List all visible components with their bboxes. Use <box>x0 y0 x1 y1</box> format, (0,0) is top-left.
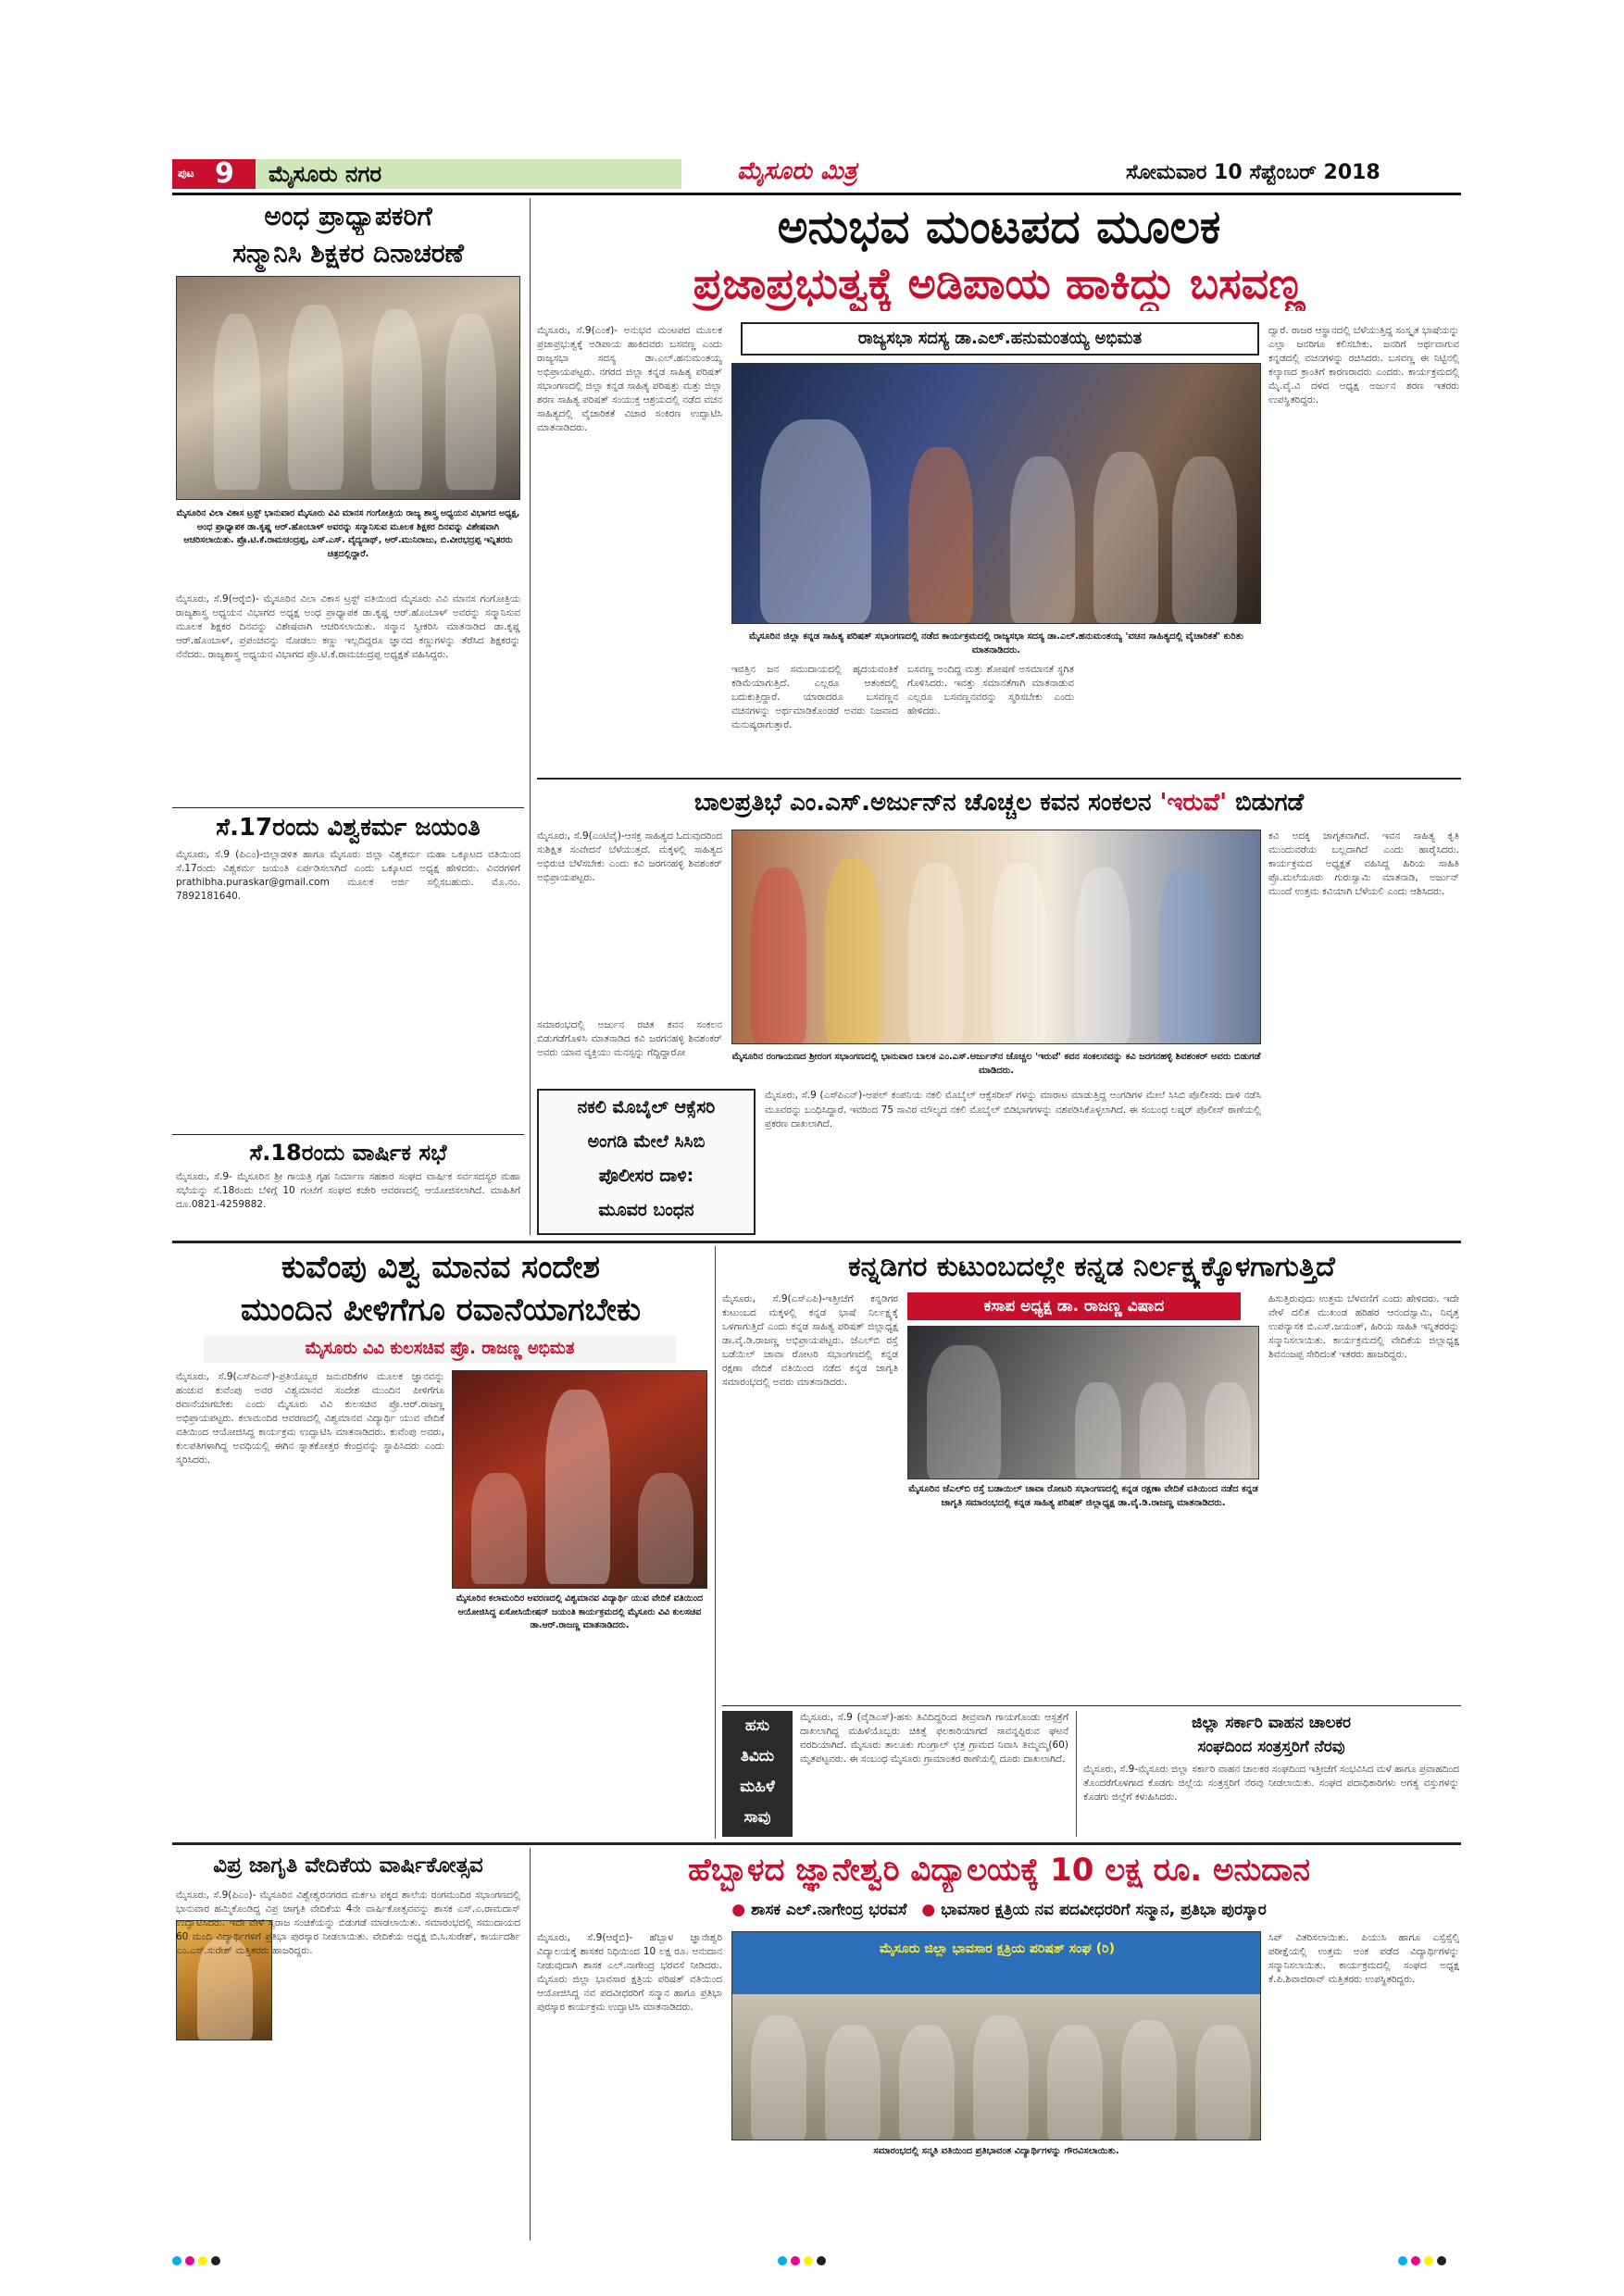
mobile-headline-line4: ಮೂವರ ಬಂಧನ <box>598 1200 694 1220</box>
registration-dot-magenta <box>185 2256 194 2265</box>
rule-iruve <box>537 778 1461 780</box>
kannada-col3 <box>907 1542 1259 1700</box>
drivers-divider <box>1076 1711 1077 1837</box>
registration-dot-yellow <box>1424 2256 1433 2265</box>
hasu-box-line2: ತಿವಿದು <box>740 1747 775 1766</box>
page-label: ಪುಟ <box>178 167 194 180</box>
iruve-headline-prefix: ಬಾಲಪ್ರತಿಭೆ ಎಂ.ಎಸ್.ಅರ್ಜುನ್‍ನ ಚೊಚ್ಚಲ ಕವನ ಸಂಕಲನ <box>693 789 1160 817</box>
mobile-headline-line1: ನಕಲಿ ಮೊಬೈಲ್ ಆಕ್ಸೆಸರಿ <box>577 1097 716 1117</box>
registration-marks-center <box>778 2252 830 2269</box>
hebbal-col1b <box>731 2166 1261 2239</box>
vishwakarma-headline: ಸೆ.17ರಂದು ವಿಶ್ವಕರ್ಮ ಜಯಂತಿ <box>216 814 481 842</box>
drivers-body: ಮೈಸೂರು, ಸೆ.9-ಮೈಸೂರು ಜಿಲ್ಲಾ ಸರ್ಕಾರಿ ವಾಹನ ಚಾಲಕರ ಸಂಘದಿಂದ ಇತ್ತೀಚೆಗೆ ಸಂಭವಿಸಿದ ಮಳೆ ಹಾಗೂ ಪ್ರವಾಹದಿಂದ ತೊಂದರೆಗೊಳಗಾದ ಕೊಡಗು ಜಿಲ್ಲೆಯ ಸಂತ್ರಸ್ತರಿಗೆ ನೆರವು ನೀಡಲಾಯಿತು. ಸಂಘದ ಪದಾಧಿಕಾರಿಗಳು ಅಗತ್ಯ ವಸ್ತುಗಳನ್ನು ಕೊಡಗು ಜಿಲ್ಲೆಗೆ ಕಳುಹಿಸಿದರು. <box>1083 1764 1459 1803</box>
registration-dot-cyan <box>172 2256 181 2265</box>
iruve-photo <box>731 830 1261 1044</box>
teacher-headline-line2: ಸನ್ಮಾನಿಸಿ ಶಿಕ್ಷಕರ ದಿನಾಚರಣೆ <box>232 238 464 268</box>
hebbal-col2: ಸಿಪ್ ವಿತರಿಸಲಾಯಿತು. ಪಿಯುಸಿ ಹಾಗೂ ಎಸ್ಸೆಸ್ಸೆಲ್ಸಿ ಪರೀಕ್ಷೆಯಲ್ಲಿ ಉತ್ತಮ ಅಂಕ ಪಡೆದ ವಿದ್ಯಾರ್ಥಿಗಳನ್ನು ಸನ್ಮಾನಿಸಲಾಯಿತು. ಕಾರ್ಯಕ್ರಮದಲ್ಲಿ ಸಂಘದ ಅಧ್ಯಕ್ಷ ಕೆ.ಪಿ.ಶಿವಾಜಿರಾವ್ ಮತ್ತಿತರರು ಉಪಸ್ಥಿತರಿದ್ದರು. <box>1268 1932 1459 1985</box>
iruve-col3: ಕವಿ ಅದಕ್ಕಿ ಜಾಗೃತವಾಗಿದೆ. ಇವನ ಸಾಹಿತ್ಯ ಕೃತಿ ಮುಂದುವರೆಯ ಬಲ್ಲದಾಗಿದೆ ಎಂದು ಹಾರೈಸಿದರು. ಕಾರ್ಯಕ್ರಮದ ಅಧ್ಯಕ್ಷತೆ ವಹಿಸಿದ್ದ ಹಿರಿಯ ಸಾಹಿತಿ ಪ್ರೊ.ಮಲೆಯೂರು ಗುರುಸ್ವಾಮಿ ಮಾತನಾಡಿ, ಅರ್ಜುನ್ ಮುಂದೆ ಉತ್ತಮ ಕವಿಯಾಗಿ ಬೆಳೆಯಲಿ ಎಂದು ಆಶಿಸಿದರು. <box>1268 830 1459 897</box>
kuvempu-photo <box>452 1370 707 1589</box>
teacher-photo <box>176 276 520 500</box>
hasu-box-line1: ಹಸು <box>744 1716 770 1735</box>
iruve-headline-quote: 'ಇರುವೆ' <box>1159 789 1228 817</box>
mobile-headline-line3: ಪೊಲೀಸರ ದಾಳಿ: <box>598 1166 694 1186</box>
rule-bottom-section <box>172 1842 1461 1845</box>
hebbal-bullet-1: ● <box>731 1901 746 1919</box>
mobile-headline-box <box>537 1089 756 1235</box>
kannada-col2: ಹಿಸುತ್ತಿರುವುದು ಉತ್ತಮ ಬೆಳವಣಿಗೆ ಎಂದು ಹೇಳಿದರು. ಇದೇ ವೇಳೆ ದಲಿತ ಮುಖಂಡ ಹರಿಹರ ಆನಂದಸ್ವಾಮಿ, ನಿವೃತ್ತ ಉಪನ್ಯಾಸಕ ಬಿ.ಎಸ್.ಜಯಂತ್, ಹಿರಿಯ ಸಾಹಿತಿ ಇನ್ನಿತರರನ್ನು ಸನ್ಮಾನಿಸಲಾಯಿತು. ಕಾರ್ಯಕ್ರಮದಲ್ಲಿ ವೇದಿಕೆಯ ಜಿಲ್ಲಾಧ್ಯಕ್ಷ ಶಿವನಂಜಪ್ಪ ಸೇರಿದಂತೆ ಇತರರು ಹಾಜರಿದ್ದರು. <box>1268 1293 1459 1360</box>
teacher-headline <box>172 198 524 272</box>
page-number: 9 <box>215 157 234 190</box>
hebbal-photo-banner: ಮೈಸೂರು ಜಿಲ್ಲಾ ಭಾವಸಾರ ಕ್ಷತ್ರಿಯ ಪರಿಷತ್ ಸಂಘ (ರಿ) <box>880 1941 1115 1956</box>
hasu-body: ಮೈಸೂರು, ಸೆ.9 (ವೈಡಿಎಸ್)-ಹಸು ತಿವಿದಿದ್ದರಿಂದ ತೀವ್ರವಾಗಿ ಗಾಯಗೊಂಡು ಆಸ್ಪತ್ರೆಗೆ ದಾಖಲಾಗಿದ್ದ ಮಹಿಳೆಯೊಬ್ಬರು ಚಿಕಿತ್ಸೆ ಫಲಕಾರಿಯಾಗದೆ ಸಾವನ್ನಪ್ಪಿರುವ ಘಟನೆ ವರದಿಯಾಗಿದೆ. ಮೈಸೂರು ತಾಲೂಕು ಗುಂಗ್ರಾಲ್ ಛತ್ರ ಗ್ರಾಮದ ನಿವಾಸಿ ತಿಮ್ಮಮ್ಮ(60) ಮೃತಪಟ್ಟವರು. ಈ ಸಂಬಂಧ ಮೈಸೂರು ಗ್ರಾಮಾಂತರ ಠಾಣೆಯಲ್ಲಿ ದೂರು ದಾಖಲಾಗಿದೆ. <box>800 1712 1068 1765</box>
issue-date: ಸೋಮವಾರ 10 ಸೆಪ್ಟೆಂಬರ್ 2018 <box>1126 161 1380 184</box>
registration-dot-cyan <box>778 2256 787 2265</box>
basavanna-subhead: ರಾಜ್ಯಸಭಾ ಸದಸ್ಯ ಡಾ.ಎಲ್.ಹನುಮಂತಯ್ಯ ಅಭಿಮತ <box>741 322 1259 356</box>
teacher-caption: ಮೈಸೂರಿನ ವಿಲಾ ವಿಕಾಸ ಟ್ರಸ್ಟ್ ಭಾನುವಾರ ಮೈಸೂರು ವಿವಿ ಮಾನಸ ಗಂಗೋತ್ರಿಯ ರಾಜ್ಯ ಶಾಸ್ತ್ರ ಅಧ್ಯಯನ ವಿಭಾಗದ ಅಧ್ಯಕ್ಷ, ಅಂಧ ಪ್ರಾಧ್ಯಾಪಕ ಡಾ.ಕೃಷ್ಣ ಆರ್.ಹೊಂಬಾಳ್ ಅವರನ್ನು ಸನ್ಮಾನಿಸುವ ಮೂಲಕ ಶಿಕ್ಷಕರ ದಿನವನ್ನು ವಿಶೇಷವಾಗಿ ಆಚರಿಸಲಾಯಿತು. ಪ್ರೊ.ಟಿ.ಕೆ.ರಾಮಚಂದ್ರಪ್ಪ, ಎಸ್.ಎಸ್. ವೈದ್ಯನಾಥ್, ಆರ್.ಮುನಿರಾಜು, ಬಿ.ವೀರಭದ್ರಪ್ಪ ಇನ್ನಿತರರು ಚಿತ್ರದಲ್ಲಿದ್ದಾರೆ. <box>176 508 520 559</box>
kannada-col1: ಮೈಸೂರು, ಸೆ.9(ಎಸ್‍ಎಪಿ)-ಇತ್ತೀಚೆಗೆ ಕನ್ನಡಿಗರ ಕುಟುಂಬದ ಮಕ್ಕಳಲ್ಲಿ ಕನ್ನಡ ಭಾಷೆ ನಿರ್ಲಕ್ಷ್ಯಕ್ಕೆ ಒಳಗಾಗುತ್ತಿದೆ ಎಂದು ಕನ್ನಡ ಸಾಹಿತ್ಯ ಪರಿಷತ್ ಜಿಲ್ಲಾಧ್ಯಕ್ಷ ಡಾ.ವೈ.ಡಿ.ರಾಜಣ್ಣ ಅಭಿಪ್ರಾಯಪಟ್ಟರು. ಜೆಎಲ್‍ಬಿ ರಸ್ತೆ ಬಡೆಯಿಲ್ ಚಾವಾ ರೋಟರಿ ಸಭಾಂಗಣದಲ್ಲಿ ಕನ್ನಡ ರಕ್ಷಣಾ ವೇದಿಕೆ ವತಿಯಿಂದ ನಡೆದ ಕನ್ನಡ ಜಾಗೃತಿ ಸಮಾರಂಭದಲ್ಲಿ ಅವರು ಮಾತನಾಡಿದರು. <box>722 1293 898 1388</box>
kannada-caption: ಮೈಸೂರಿನ ಜೆಎಲ್‍ಬಿ ರಸ್ತೆ ಬಡಾಯಿಲ್ ಚಾವಾ ರೋಟರಿ ಸಭಾಂಗಣದಲ್ಲಿ ಕನ್ನಡ ರಕ್ಷಣಾ ವೇದಿಕೆ ವತಿಯಿಂದ ನಡೆದ ಕನ್ನಡ ಜಾಗೃತಿ ಸಮಾರಂಭದಲ್ಲಿ ಕನ್ನಡ ಸಾಹಿತ್ಯ ಪರಿಷತ್ ಜಿಲ್ಲಾಧ್ಯಕ್ಷ ಡಾ.ವೈ.ಡಿ.ರಾಜಣ್ಣ ಮಾತನಾಡಿದರು. <box>908 1484 1258 1508</box>
rule-vishwakarma <box>172 807 524 808</box>
iruve-headline <box>537 783 1461 824</box>
vishwakarma-body: ಮೈಸೂರು, ಸೆ.9 (ಪಿಎಂ)-ಜಿಲ್ಲಾಡಳಿತ ಹಾಗೂ ಮೈಸೂರು ಜಿಲ್ಲಾ ವಿಶ್ವಕರ್ಮ ಮಹಾ ಒಕ್ಕೂಟದ ವತಿಯಿಂದ ಸೆ.17ರಂದು ವಿಶ್ವಕರ್ಮ ಜಯಂತಿ ಏರ್ಪಡಿಸಲಾಗಿದೆ ಎಂದು ಒಕ್ಕೂಟದ ಅಧ್ಯಕ್ಷ ಹೇಳಿದರು. ವಿವರಗಳಿಗೆ prathibha.puraskar@gmail.com ಮೂಲಕ ಅರ್ಜಿ ಸಲ್ಲಿಸಬಹುದು. ಮೊ.ನಂ. 7892181640. <box>176 849 520 902</box>
section-title: ಮೈಸೂರು ನಗರ <box>269 161 382 187</box>
vipra-body: ಮೈಸೂರು, ಸೆ.9(ಪಿಎಂ)- ಮೈಸೂರಿನ ವಿಶ್ವೇಶ್ವರನಗರದ ಮರ್ಕಟ ಪಕ್ಕದ ಶಾಲೆಯ ರಂಗಮಂದಿರ ಸಭಾಂಗಣದಲ್ಲಿ ಭಾನುವಾರ ಹಮ್ಮಿಕೊಂಡಿದ್ದ ವಿಪ್ರ ಜಾಗೃತಿ ವೇದಿಕೆಯ 4ನೇ ವಾರ್ಷಿಕೋತ್ಸವವನ್ನು ಶಾಸಕ ಎಸ್.ಎ.ರಾಮದಾಸ್ ಉದ್ಘಾಟಿಸಿದರು. ಇದೇ ವೇಳೆ ಸ್ವರಾಜ ಸಂಚಿಕೆಯನ್ನು ಬಿಡುಗಡೆ ಮಾಡಲಾಯಿತು. ಸಮಾರಂಭದಲ್ಲಿ ಸಮುದಾಯದ 60 ಮಂದಿ ವಿದ್ಯಾರ್ಥಿಗಳಿಗೆ ಪ್ರತಿಭಾ ಪುರಸ್ಕಾರ ನೀಡಲಾಯಿತು. ವೇದಿಕೆಯ ಅಧ್ಯಕ್ಷ ಬಿ.ಸಿ.ಸುರೇಶ್, ಕಾರ್ಯದರ್ಶಿ ಎಂ.ಎಸ್.ಸುರೇಶ್ ಮತ್ತಿತರರು ಹಾಜರಿದ್ದರು. <box>176 1890 520 1956</box>
header-rule <box>172 193 1461 195</box>
kuvempu-body: ಮೈಸೂರು, ಸೆ.9(ಎಸ್‍ಪಿಎನ್)-ಪ್ರತಿಯೊಬ್ಬರ ಜನುವರಿಕೆಗಳ ಮೂಲಕ ಜ್ಞಾನವನ್ನು ಹಂಚುವ ಕುವೆಂಪು ಅವರ ವಿಶ್ವಮಾನವ ಸಂದೇಶ ಮುಂದಿನ ಪೀಳಿಗೆಗೂ ರವಾನೆಯಾಗಬೇಕು ಎಂದು ಮೈಸೂರು ವಿವಿ ಕುಲಸಚಿವ ಪ್ರೊ.ಆರ್.ರಾಜಣ್ಣ ಅಭಿಪ್ರಾಯಪಟ್ಟರು. ಕಲಾಮಂದಿರ ಆವರಣದಲ್ಲಿ ವಿಶ್ವಮಾನವ ವಿದ್ಯಾರ್ಥಿ ಯುವ ವೇದಿಕೆ ವತಿಯಿಂದ ಆಯೋಜಿಸಿದ್ದ ಕಾರ್ಯಕ್ರಮ ಉದ್ಘಾಟಿಸಿ ಮಾತನಾಡಿದರು. ಕುವೆಂಪು ಅವರು, ಕುಲಪತಿಗಳಾಗಿದ್ದ ಅವಧಿಯಲ್ಲಿ ಈಗಿನ ಸ್ನಾತಕೋತ್ತರ ಕೇಂದ್ರವನ್ನು ಸ್ಥಾಪಿಸಿದರು ಎಂದು ಸ್ಮರಿಸಿದರು. <box>176 1371 444 1466</box>
registration-marks-right <box>1398 2252 1450 2269</box>
kuvempu-caption: ಮೈಸೂರಿನ ಕಲಾಮಂದಿರ ಆವರಣದಲ್ಲಿ ವಿಶ್ವಮಾನವ ವಿದ್ಯಾರ್ಥಿ ಯುವ ವೇದಿಕೆ ವತಿಯಿಂದ ಆಯೋಜಿಸಿದ್ದ ಏಸೋಸಿಯೇಷನ್ ಜಯಂತಿ ಕಾರ್ಯಕ್ರಮದಲ್ಲಿ ಮೈಸೂರು ವಿವಿ ಕುಲಸಚಿವ ಡಾ.ಆರ್.ರಾಜಣ್ಣ ಮಾತನಾಡಿದರು. <box>456 1593 704 1630</box>
basavanna-photo <box>731 363 1261 624</box>
hebbal-sub1: ಶಾಸಕ ಎಲ್.ನಾಗೇಂದ್ರ ಭರವಸೆ <box>751 1901 907 1919</box>
registration-dot-magenta <box>791 2256 800 2265</box>
hebbal-photo <box>731 1931 1261 2140</box>
basavanna-caption: ಮೈಸೂರಿನ ಜಿಲ್ಲಾ ಕನ್ನಡ ಸಾಹಿತ್ಯ ಪರಿಷತ್ ಸಭಾಂಗಣದಲ್ಲಿ ನಡೆದ ಕಾರ್ಯಕ್ರಮದಲ್ಲಿ ರಾಜ್ಯಸಭಾ ಸದಸ್ಯ ಡಾ.ಎಲ್.ಹನುಮಂತಯ್ಯ 'ವಚನ ಸಾಹಿತ್ಯದಲ್ಲಿ ವೈಚಾರಿಕತೆ' ಕುರಿತು ಮಾತನಾಡಿದರು. <box>749 631 1243 655</box>
hebbal-caption: ಸಮಾರಂಭದಲ್ಲಿ ಸನ್ಮತಿ ವತಿಯಿಂದ ಪ್ರತಿಭಾವಂತ ವಿದ್ಯಾರ್ಥಿಗಳನ್ನು ಗೌರವಿಸಲಾಯಿತು. <box>873 2146 1119 2156</box>
kannada-photo <box>907 1326 1259 1479</box>
drivers-headline-line1: ಜಿಲ್ಲಾ ಸರ್ಕಾರಿ ವಾಹನ ಚಾಲಕರ <box>1191 1714 1352 1732</box>
basavanna-headline-line2: ಪ್ರಜಾಪ್ರಭುತ್ವಕ್ಕೆ ಅಡಿಪಾಯ ಹಾಕಿದ್ದು ಬಸವಣ್ಣ <box>693 258 1305 308</box>
teacher-headline-line1: ಅಂಧ ಪ್ರಾಧ್ಯಾಪಕರಿಗೆ <box>264 201 432 231</box>
hebbal-col1: ಮೈಸೂರು, ಸೆ.9(ಆರ್‍ಕೆಬಿ)- ಹೆಬ್ಬಾಳ ಜ್ಞಾನೇಶ್ವರಿ ವಿದ್ಯಾಲಯಕ್ಕೆ ಶಾಸಕರ ನಿಧಿಯಿಂದ 10 ಲಕ್ಷ ರೂ. ಅನುದಾನ ನೀಡುವುದಾಗಿ ಶಾಸಕ ಎಲ್.ನಾಗೇಂದ್ರ ಭರವಸೆ ನೀಡಿದರು. ಮೈಸೂರು ಜಿಲ್ಲಾ ಭಾವಸಾರ ಕ್ಷತ್ರಿಯ ಪರಿಷತ್ ವತಿಯಿಂದ ಆಯೋಜಿಸಿದ್ದ ನವ ಪದವೀಧರರಿಗೆ ಸನ್ಮಾನ ಹಾಗೂ ಪ್ರತಿಭಾ ಪುರಸ್ಕಾರ ಕಾರ್ಯಕ್ರಮ ಉದ್ಘಾಟಿಸಿ ಮಾತನಾಡಿದರು. <box>537 1932 722 2013</box>
hebbal-headline: ಹೆಬ್ಬಾಳದ ಜ್ಞಾನೇಶ್ವರಿ ವಿದ್ಯಾಲಯಕ್ಕೆ 10 ಲಕ್ಷ ರೂ. ಅನುದಾನ <box>687 1852 1311 1889</box>
kuvempu-headline-line1: ಕುವೆಂಪು ವಿಶ್ವ ಮಾನವ ಸಂದೇಶ <box>281 1249 601 1286</box>
rule-meeting <box>172 1134 524 1135</box>
hebbal-subheads <box>537 1896 1461 1924</box>
hebbal-sub2: ಭಾವಸಾರ ಕ್ಷತ್ರಿಯ ನವ ಪದವೀಧರರಿಗೆ ಸನ್ಮಾನ, ಪ್ರತಿಭಾ ಪುರಸ್ಕಾರ <box>941 1901 1267 1919</box>
hasu-box <box>722 1711 793 1837</box>
kuvempu-col2 <box>452 1665 707 1831</box>
basavanna-col4: ದ್ವಾರೆ. ರಾಜರ ಆಸ್ಥಾನದಲ್ಲಿ ಬೆಳೆಯುತ್ತಿದ್ದ ಸಂಸ್ಕೃತ ಭಾಷೆಯನ್ನು ಎಲ್ಲಾ ಜನರಿಗೂ ಕಲಿಸಬೇಕು. ಜನರಿಗೆ ಅರ್ಥವಾಗುವ ಕನ್ನಡದಲ್ಲಿ ವಚನಗಳನ್ನು ರಚಿಸಿದರು. ಬಸವಣ್ಣ ಈ ನಿಟ್ಟಿನಲ್ಲಿ ಕಲ್ಯಾಣದ ಕ್ರಾಂತಿಗೆ ಕಾರಣರಾದರು ಎಂದರು. ಕಾರ್ಯಕ್ರಮದಲ್ಲಿ ಮೈ.ವೈ.ವಿ ದಳದ ಅಧ್ಯಕ್ಷ ಅರ್ಜುನ ಶರಣ ಇತರರು ಉಪಸ್ಥಿತರಿದ್ದರು. <box>1268 325 1459 406</box>
basavanna-col2: ಇವತ್ತಿನ ಜನ ಸಮುದಾಯದಲ್ಲಿ ಹೃದಯವಂತಿಕೆ ಕಡಿಮೆಯಾಗುತ್ತಿದೆ. ಎಲ್ಲರೂ ಆತಂಕದಲ್ಲಿ ಬದುಕುತ್ತಿದ್ದಾರೆ. ಯಾರಾದರೂ ಬಸವಣ್ಣನ ವಚನಗಳನ್ನು ಅರ್ಥಮಾಡಿಕೊಂಡರೆ ಅವರು ನಿಜವಾದ ಮನುಷ್ಯರಾಗುತ್ತಾರೆ. <box>731 664 898 730</box>
drivers-headline-line2: ಸಂಘದಿಂದ ಸಂತ್ರಸ್ತರಿಗೆ ನೆರವು <box>1197 1738 1345 1756</box>
rule-mid-page <box>172 1241 1461 1243</box>
masthead-logo: ಮೈಸೂರು ಮಿತ್ರ <box>737 157 857 185</box>
vipra-headline: ವಿಪ್ರ ಜಾಗೃತಿ ವೇದಿಕೆಯ ವಾರ್ಷಿಕೋತ್ಸವ <box>213 1853 483 1878</box>
mobile-body: ಮೈಸೂರು, ಸೆ.9 (ಎಸ್‍ಪಿಎನ್)-ಆಪಲ್ ಕಂಪನಿಯ ನಕಲಿ ಮೊಬೈಲ್ ಆಕ್ಸೆಸರೀಸ್ ಗಳನ್ನು ಮಾರಾಟ ಮಾಡುತ್ತಿದ್ದ ಅಂಗಡಿಗಳ ಮೇಲೆ ಸಿಸಿಬಿ ಪೊಲೀಸರು ದಾಳಿ ನಡೆಸಿ ಮೂವರನ್ನು ಬಂಧಿಸಿದ್ದಾರೆ. ಇವರಿಂದ 75 ಸಾವಿರ ಮೌಲ್ಯದ ನಕಲಿ ಮೊಬೈಲ್ ಬಿಡಿಭಾಗಗಳನ್ನು ವಶಪಡಿಸಿಕೊಳ್ಳಲಾಗಿದೆ. ಈ ಸಂಬಂಧ ಲಷ್ಕರ್ ಪೊಲೀಸ್ ಠಾಣೆಯಲ್ಲಿ ಪ್ರಕರಣ ದಾಖಲಾಗಿದೆ. <box>765 1090 1261 1129</box>
page-header <box>172 157 1461 191</box>
rule-hasu <box>722 1705 1461 1706</box>
kannada-headline: ಕನ್ನಡಿಗರ ಕುಟುಂಬದಲ್ಲೇ ಕನ್ನಡ ನಿರ್ಲಕ್ಷ್ಯಕ್ಕೊಳಗಾಗುತ್ತಿದೆ <box>848 1251 1335 1283</box>
teacher-body: ಮೈಸೂರು, ಸೆ.9(ಆರ್‍ಕೆಬಿ)- ಮೈಸೂರಿನ ವಿಲಾ ವಿಕಾಸ ಟ್ರಸ್ಟ್ ವತಿಯಿಂದ ಮೈಸೂರು ವಿವಿ ಮಾನಸ ಗಂಗೋತ್ರಿಯ ರಾಜ್ಯಶಾಸ್ತ್ರ ಅಧ್ಯಯನ ವಿಭಾಗದ ಅಧ್ಯಕ್ಷ ಅಂಧ ಪ್ರಾಧ್ಯಾಪಕ ಡಾ.ಕೃಷ್ಣ ಆರ್.ಹೊಂಬಾಳ್ ಅವರನ್ನು ಸನ್ಮಾನಿಸುವ ಮೂಲಕ ಶಿಕ್ಷಕರ ದಿನವನ್ನು ವಿಶೇಷವಾಗಿ ಆಚರಿಸಲಾಯಿತು. ಸನ್ಮಾನ ಸ್ವೀಕರಿಸಿ ಮಾತನಾಡಿದ ಡಾ.ಕೃಷ್ಣ ಆರ್.ಹೊಂಬಾಳ್, ಪ್ರಪಂಚವನ್ನು ನೋಡಲು ಕಣ್ಣು ಇಲ್ಲದಿದ್ದರೂ ಜ್ಞಾನದ ಕಣ್ಣುಗಳನ್ನು ತೆರೆಸಿದ ಶಿಕ್ಷಕರನ್ನು ನೆನೆದರು. ರಾಜ್ಯಶಾಸ್ತ್ರ ಅಧ್ಯಯನ ವಿಭಾಗದ ಪ್ರೊ.ಟಿ.ಕೆ.ರಾಮಚಂದ್ರಪ್ಪ ಅಧ್ಯಕ್ಷತೆ ವಹಿಸಿದ್ದರು. <box>176 593 520 660</box>
basavanna-col3: ಬಸವಣ್ಣ ಅಂದಿದ್ದ ಮತ್ತು ಶೋಷಣೆ ಅಸಮಾನತೆ ಸ್ಥಗಿತ ಗೊಳಿಸಿದರು. ಇವತ್ತು ಸಮಾನತೆಗಾಗಿ ಮಾತನಾಡುವ ಎಲ್ಲರೂ ಬಸವಣ್ಣನವರನ್ನು ಸ್ಮರಿಸಬೇಕು ಎಂದು ಹೇಳಿದರು. <box>907 664 1074 717</box>
registration-dot-black <box>817 2256 826 2265</box>
basavanna-col1: ಮೈಸೂರು, ಸೆ.9(ಎಂಕೆ)- ಅನುಭವ ಮಂಟಪದ ಮೂಲಕ ಪ್ರಜಾಪ್ರಭುತ್ವಕ್ಕೆ ಅಡಿಪಾಯ ಹಾಕಿದವರು ಬಸವಣ್ಣ ಎಂದು ರಾಜ್ಯಸಭಾ ಸದಸ್ಯ ಡಾ.ಎಲ್.ಹನುಮಂತಯ್ಯ ಅಭಿಪ್ರಾಯಪಟ್ಟರು. ನಗರದ ಜಿಲ್ಲಾ ಕನ್ನಡ ಸಾಹಿತ್ಯ ಪರಿಷತ್ ಸಭಾಂಗಣದಲ್ಲಿ ಜಿಲ್ಲಾ ಕನ್ನಡ ಸಾಹಿತ್ಯ ಪರಿಷತ್ತು ಮತ್ತು ಜಿಲ್ಲಾ ಶರಣ ಸಾಹಿತ್ಯ ಪರಿಷತ್ ಸಂಯುಕ್ತ ಆಶ್ರಯದಲ್ಲಿ ನಡೆದ ವಚನ ಸಾಹಿತ್ಯದಲ್ಲಿ ವೈಚಾರಿಕತೆ ವಿಚಾರ ಸಂಕಿರಣ ಉದ್ಘಾಟಿಸಿ ಮಾತನಾಡಿದರು. <box>537 325 722 433</box>
meeting-body: ಮೈಸೂರು, ಸೆ.9- ಮೈಸೂರಿನ ಶ್ರೀ ಗಾಯತ್ರಿ ಗೃಹ ನಿರ್ಮಾಣ ಸಹಕಾರ ಸಂಘದ ವಾರ್ಷಿಕ ಸರ್ವಸದಸ್ಯರ ಮಹಾ ಸಭೆಯನ್ನು ಸೆ.18ರಂದು ಬೆಳಿಗ್ಗೆ 10 ಗಂಟೆಗೆ ಸಂಘದ ಕಚೇರಿ ಆವರಣದಲ್ಲಿ ಆಯೋಜಿಸಲಾಗಿದೆ. ಮಾಹಿತಿಗೆ ದೂ.0821-4259882. <box>176 1171 520 1210</box>
page-number-badge <box>172 159 256 189</box>
iruve-col2: ಸಮಾರಂಭದಲ್ಲಿ ಅರ್ಜುನ ರಚಿತ ಕವನ ಸಂಕಲನ ಬಿಡುಗಡೆಗೊಳಿಸಿ ಮಾತನಾಡಿದ ಕವಿ ಜರಗನಹಳ್ಳಿ ಶಿವಶಂಕರ್ ಅವರು ಯಾವ ವ್ಯಕ್ತಿಯು ಮನಸ್ಸನ್ನು ಗೆದ್ದಿದ್ದಾರೋ <box>537 1019 722 1058</box>
registration-dot-black <box>1437 2256 1446 2265</box>
kuvempu-headline-line2: ಮುಂದಿನ ಪೀಳಿಗೆಗೂ ರವಾನೆಯಾಗಬೇಕು <box>240 1292 642 1329</box>
section-bar <box>256 159 681 189</box>
vipra-divider <box>530 1848 531 2240</box>
kuvempu-divider <box>715 1246 716 1839</box>
basavanna-col3b <box>1083 663 1259 774</box>
meeting-headline: ಸೆ.18ರಂದು ವಾರ್ಷಿಕ ಸಭೆ <box>249 1140 447 1166</box>
registration-dot-yellow <box>804 2256 813 2265</box>
kannada-subhead: ಕಸಾಪ ಅಧ್ಯಕ್ಷ ಡಾ. ರಾಜಣ್ಣ ವಿಷಾದ <box>907 1292 1241 1320</box>
iruve-col1: ಮೈಸೂರು, ಸೆ.9(ಎಂಟಿವೈ)-ಆಸಕ್ತ ಸಾಹಿತ್ಯದ ಓದುವುದರಿಂದ ಸುಶಿಕ್ಷಿತ ಸಂವೇದನೆ ಬೆಳೆಯುತ್ತದೆ. ಮಕ್ಕಳಲ್ಲಿ ಸಾಹಿತ್ಯದ ಅಭಿರುಚಿ ಬೆಳೆಸಬೇಕು ಎಂದು ಕವಿ ಜರಗನಹಳ್ಳಿ ಶಿವಶಂಕರ್ ಅಭಿಪ್ರಾಯಪಟ್ಟರು. <box>537 830 722 883</box>
drivers-headline <box>1083 1711 1459 1759</box>
iruve-caption: ಮೈಸೂರಿನ ರಂಗಾಯಣದ ಶ್ರೀರಂಗ ಸಭಾಂಗಣದಲ್ಲಿ ಭಾನುವಾರ ಬಾಲಕ ಎಂ.ಎಸ್.ಅರ್ಜುನ್‍ನ ಚೊಚ್ಚಲ 'ಇರುವೆ' ಕವನ ಸಂಕಲನವನ್ನು ಕವಿ ಜರಗನಹಳ್ಳಿ ಶಿವಶಂಕರ್ ಅವರು ಬಿಡುಗಡೆ ಮಾಡಿದರು. <box>731 1052 1261 1076</box>
basavanna-headline-line1: ಅನುಭವ ಮಂಟಪದ ಮೂಲಕ <box>777 200 1221 254</box>
registration-dot-cyan <box>1398 2256 1407 2265</box>
registration-dot-magenta <box>1411 2256 1420 2265</box>
hebbal-bullet-2: ● <box>921 1901 936 1919</box>
registration-dot-black <box>211 2256 220 2265</box>
registration-marks-left <box>172 2252 224 2269</box>
kuvempu-subhead: ಮೈಸೂರು ವಿವಿ ಕುಲಸಚಿವ ಪ್ರೊ. ರಾಜಣ್ಣ ಅಭಿಮತ <box>204 1335 676 1363</box>
registration-dot-yellow <box>198 2256 207 2265</box>
left-column-divider <box>530 198 531 1235</box>
hasu-box-line3: ಮಹಿಳೆ <box>740 1778 775 1796</box>
mobile-headline-line2: ಅಂಗಡಿ ಮೇಲೆ ಸಿಸಿಬಿ <box>587 1131 706 1152</box>
iruve-headline-suffix: ಬಿಡುಗಡೆ <box>1227 789 1305 817</box>
hasu-box-line4: ಸಾವು <box>743 1808 771 1827</box>
